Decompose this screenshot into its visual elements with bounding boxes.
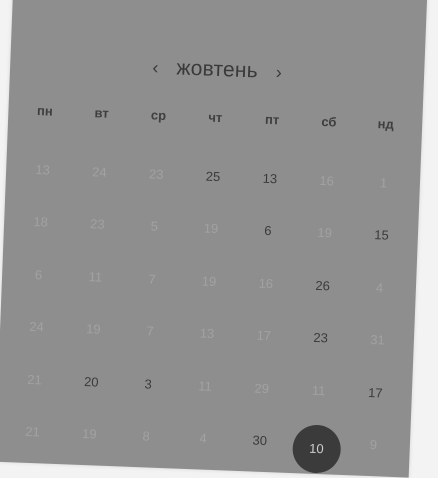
- day-number: 3: [144, 376, 153, 392]
- day-number: 4: [199, 430, 207, 447]
- day-cell[interactable]: [354, 155, 413, 210]
- day-number: 11: [88, 268, 103, 285]
- day-cell[interactable]: [174, 411, 233, 466]
- day-cell[interactable]: [291, 311, 350, 366]
- day-number: 13: [35, 161, 51, 178]
- weekday-mon: пн: [36, 103, 54, 119]
- day-number: 15: [373, 227, 390, 243]
- day-number: 17: [256, 327, 272, 344]
- day-cell[interactable]: [184, 149, 243, 204]
- day-number: 21: [27, 371, 43, 388]
- day-cell[interactable]: [70, 144, 129, 199]
- day-cell[interactable]: [13, 142, 72, 197]
- weekday-sun: нд: [377, 116, 395, 132]
- weekday-thu: чт: [208, 109, 223, 126]
- day-number: 19: [81, 426, 97, 442]
- day-cell[interactable]: [350, 260, 409, 315]
- day-cell[interactable]: [352, 208, 411, 263]
- day-cell[interactable]: [182, 201, 241, 256]
- day-cell[interactable]: [3, 405, 62, 460]
- day-number: 11: [311, 382, 326, 399]
- weekday-row: [16, 102, 414, 132]
- day-cell[interactable]: [60, 407, 119, 462]
- day-number: 30: [252, 432, 268, 449]
- day-grid: [3, 142, 413, 472]
- day-number: 18: [33, 214, 49, 230]
- day-cell[interactable]: [5, 352, 64, 407]
- month-title: жовтень: [176, 56, 259, 83]
- day-number: 1: [379, 175, 388, 191]
- day-cell[interactable]: [236, 256, 295, 311]
- day-number: 9: [369, 437, 378, 453]
- day-number: 16: [258, 275, 274, 291]
- day-number: 6: [263, 223, 272, 239]
- day-number: 24: [91, 163, 107, 180]
- day-cell-selected[interactable]: [287, 415, 346, 470]
- day-number: 11: [197, 378, 213, 394]
- day-number: 19: [317, 225, 333, 241]
- day-cell[interactable]: [178, 306, 237, 361]
- day-cell[interactable]: [119, 356, 178, 411]
- day-cell[interactable]: [121, 304, 180, 359]
- day-number: 19: [201, 273, 217, 289]
- day-number: 19: [85, 321, 101, 337]
- day-number: 10: [291, 424, 341, 474]
- day-cell[interactable]: [66, 249, 125, 304]
- day-cell[interactable]: [68, 197, 127, 252]
- day-number: 13: [262, 170, 278, 187]
- day-number: 13: [199, 325, 215, 342]
- day-number: 24: [29, 319, 45, 335]
- day-number: 19: [203, 220, 219, 237]
- day-number: 21: [25, 424, 41, 440]
- day-number: 20: [83, 373, 99, 390]
- day-number: 4: [375, 279, 384, 296]
- day-number: 7: [148, 271, 157, 287]
- day-cell[interactable]: [293, 258, 352, 313]
- day-cell[interactable]: [297, 153, 356, 208]
- weekday-wed: ср: [150, 107, 167, 123]
- day-number: 16: [319, 172, 335, 189]
- day-number: 31: [369, 332, 385, 348]
- day-number: 8: [142, 428, 151, 444]
- next-month-icon[interactable]: ›: [275, 62, 283, 83]
- day-cell[interactable]: [11, 195, 70, 250]
- day-cell[interactable]: [346, 365, 405, 420]
- day-cell[interactable]: [64, 302, 123, 357]
- prev-month-icon[interactable]: ‹: [152, 57, 159, 78]
- day-cell[interactable]: [240, 151, 299, 206]
- day-cell[interactable]: [344, 418, 403, 473]
- day-cell[interactable]: [125, 199, 184, 254]
- day-cell[interactable]: [9, 247, 68, 302]
- weekday-tue: вт: [94, 105, 110, 121]
- weekday-fri: пт: [264, 111, 280, 128]
- day-cell[interactable]: [348, 313, 407, 368]
- day-number: 17: [367, 384, 383, 401]
- calendar-header: [10, 50, 425, 90]
- day-number: 6: [34, 266, 43, 283]
- day-cell[interactable]: [238, 203, 297, 258]
- day-number: 5: [150, 218, 159, 235]
- day-cell[interactable]: [180, 254, 239, 309]
- day-number: 23: [89, 216, 105, 232]
- day-cell[interactable]: [117, 409, 176, 464]
- day-cell[interactable]: [234, 308, 293, 363]
- day-cell[interactable]: [230, 413, 289, 468]
- weekday-sat: сб: [321, 113, 337, 130]
- day-number: 7: [146, 323, 155, 339]
- day-cell[interactable]: [123, 252, 182, 307]
- day-number: 29: [254, 380, 270, 396]
- day-cell[interactable]: [176, 359, 235, 414]
- day-cell[interactable]: [62, 354, 121, 409]
- day-cell[interactable]: [295, 206, 354, 261]
- day-number: 25: [205, 168, 221, 184]
- day-cell[interactable]: [289, 363, 348, 418]
- day-number: 23: [313, 330, 329, 346]
- day-number: 23: [148, 166, 164, 182]
- day-number: 26: [315, 277, 331, 294]
- day-cell[interactable]: [127, 147, 186, 202]
- day-cell[interactable]: [232, 361, 291, 416]
- day-cell[interactable]: [7, 300, 66, 355]
